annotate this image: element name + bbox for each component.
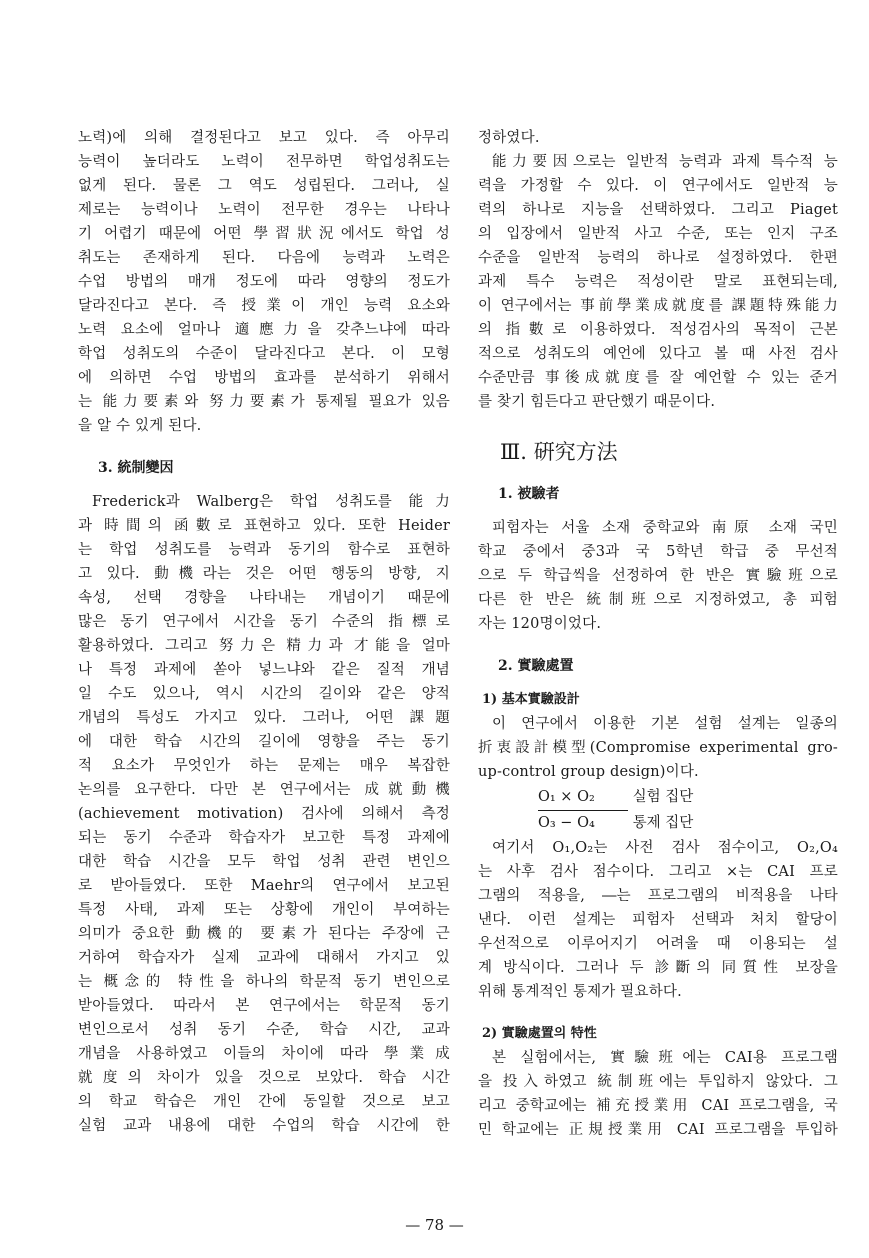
text-line: 우선적으로 이루어지기 어려울 때 이용되는 설 — [478, 936, 838, 952]
text-line: 많은 동기 연구에서 시간을 동기 수준의 指標로 — [78, 614, 450, 630]
text-line: 能力要因으로는 일반적 능력과 과제 특수적 능 — [492, 154, 838, 170]
text-line: 다른 한 반은 統制班으로 지정하였고, 총 피험 — [478, 592, 838, 608]
text-line: 개념의 특성도 가지고 있다. 그러나, 어떤 課題 — [78, 710, 450, 726]
subsection-heading-treatment: 2. 實驗處置 — [498, 658, 574, 674]
sub-subsection-heading-design: 1) 基本實驗設計 — [482, 692, 580, 707]
text-line: 과 時間의 函數로 표현하고 있다. 또한 Heider — [78, 518, 450, 534]
text-line: 노력 요소에 얼마나 適應力을 갖추느냐에 따라 — [78, 322, 450, 338]
right-paragraph-subjects — [478, 516, 838, 636]
text-line: 받아들였다. 따라서 본 연구에서는 학문적 동기 — [78, 998, 450, 1014]
text-line: 를 찾기 힘든다고 판단했기 때문이다. — [478, 394, 716, 410]
text-line: 낸다. 이런 설계는 피험자 선택과 처치 할당이 — [478, 912, 838, 928]
text-line: 기 어렵기 때문에 어떤 學習狀況에서도 학업 성 — [78, 226, 450, 242]
text-line: 특정 사태, 과제 또는 상황에 개인이 부여하는 — [78, 902, 450, 918]
text-line: 논의를 요구한다. 다만 본 연구에서는 成就動機 — [78, 782, 450, 798]
text-line: 정하였다. — [478, 130, 540, 146]
text-line: up-control group design)이다. — [478, 764, 699, 780]
text-line: 력을 가정할 수 있다. 이 연구에서도 일반적 능 — [478, 178, 838, 194]
text-line: 없게 된다. 물론 그 역도 성립된다. 그러나, 실 — [78, 178, 450, 194]
text-line: 변인으로서 성취 동기 수준, 학습 시간, 교과 — [78, 1022, 450, 1038]
text-line: 는 학업 성취도를 능력과 동기의 함수로 표현하 — [78, 542, 450, 558]
design-row-experimental — [478, 784, 838, 810]
text-line: 여기서 O₁,O₂는 사전 검사 점수이고, O₂,O₄ — [492, 840, 838, 856]
left-paragraph-2 — [78, 490, 450, 1138]
text-line: Frederick과 Walberg은 학업 성취도를 能力 — [92, 494, 450, 510]
design-formula-control: O₃ − O₄ — [538, 815, 595, 831]
right-paragraph-design-explanation — [478, 836, 838, 1004]
page-number: — 78 — — [405, 1216, 464, 1234]
design-row-control — [478, 810, 838, 836]
text-line: 의 指數로 이용하였다. 적성검사의 목적이 근본 — [478, 322, 838, 338]
sub-subsection-heading-treatment-characteristics: 2) 實驗處置의 特性 — [482, 1026, 597, 1041]
text-line: 折衷設計模型(Compromise experimental gro- — [478, 740, 838, 756]
design-label-experimental: 실험 집단 — [632, 789, 694, 805]
text-line: 고 있다. 動機라는 것은 어떤 행동의 방향, 지 — [78, 566, 450, 582]
text-line: 는 概念的 特性을 하나의 학문적 동기 변인으로 — [78, 974, 450, 990]
text-line: 수업 방법의 매개 정도에 따라 영향의 정도가 — [78, 274, 450, 290]
text-line: 을 投入하였고 統制班에는 투입하지 않았다. 그 — [478, 1074, 838, 1090]
text-line: 학업 성취도의 수준이 달라진다고 본다. 이 모형 — [78, 346, 450, 362]
text-line: 민 학교에는 正規授業用 CAI 프로그램을 투입하 — [478, 1122, 838, 1138]
design-label-control: 통제 집단 — [632, 815, 694, 831]
text-line: 능력이 높더라도 노력이 전무하면 학업성취도는 — [78, 154, 450, 170]
text-line: 제로는 능력이나 노력이 전무한 경우는 나타나 — [78, 202, 450, 218]
text-line: 는 能力要素와 努力要素가 통제될 필요가 있음 — [78, 394, 450, 410]
subsection-heading-subjects: 1. 被驗者 — [498, 486, 560, 502]
text-line: 의 입장에서 일반적 사고 수준, 또는 인지 구조 — [478, 226, 838, 242]
right-paragraph-design — [478, 712, 838, 784]
right-column — [478, 126, 838, 1142]
text-line: 그램의 적용을, ―는 프로그램의 비적용을 나타 — [478, 888, 838, 904]
text-line: 학교 중에서 중3과 국 5학년 학급 중 무선적 — [478, 544, 838, 560]
left-paragraph-1 — [78, 126, 450, 438]
text-line: 취도는 존재하게 된다. 다음에 능력과 노력은 — [78, 250, 450, 266]
text-line: 위해 통계적인 통제가 필요하다. — [478, 984, 682, 1000]
text-line: 자는 120명이었다. — [478, 616, 602, 632]
text-line: 거하여 학습자가 실제 교과에 대해서 가지고 있 — [78, 950, 450, 966]
text-line: 就度의 차이가 있을 것으로 보았다. 학습 시간 — [78, 1070, 450, 1086]
design-formula-experimental: O₁ × O₂ — [538, 784, 628, 811]
left-column — [78, 126, 450, 1138]
section-heading-control-variables: 3. 統制變因 — [98, 460, 174, 476]
text-line: 의미가 중요한 動機的 要素가 된다는 주장에 근 — [78, 926, 450, 942]
text-line: 대한 학습 시간을 모두 학업 성취 관련 변인으 — [78, 854, 450, 870]
text-line: 피험자는 서울 소재 중학교와 南原 소재 국민 — [492, 520, 838, 536]
text-line: 과제 특수 능력은 적성이란 말로 표현되는데, — [478, 274, 838, 290]
text-line: 리고 중학교에는 補充授業用 CAI 프로그램을, 국 — [478, 1098, 838, 1114]
right-paragraph-2 — [478, 150, 838, 414]
text-line: (achievement motivation) 검사에 의해서 측정 — [78, 806, 450, 822]
text-line: 적 요소가 무엇인가 하는 문제는 매우 복잡한 — [78, 758, 450, 774]
text-line: 활용하였다. 그리고 努力은 精力과 才能을 얼마 — [78, 638, 450, 654]
text-line: 일 수도 있으나, 역시 시간의 길이와 같은 양적 — [78, 686, 450, 702]
right-paragraph-treatment — [478, 1046, 838, 1142]
text-line: 본 실험에서는, 實驗班에는 CAI용 프로그램 — [492, 1050, 838, 1066]
text-line: 되는 동기 수준과 학습자가 보고한 특정 과제에 — [78, 830, 450, 846]
text-line: 이 연구에서는 事前學業成就度를 課題特殊能力 — [478, 298, 838, 314]
section-heading-research-method: Ⅲ. 硏究方法 — [500, 440, 618, 464]
text-line: 으로 두 학급씩을 선정하여 한 반은 實驗班으로 — [478, 568, 838, 584]
text-line: 달라진다고 본다. 즉 授業이 개인 능력 요소와 — [78, 298, 450, 314]
text-line: 력의 하나로 지능을 선택하였다. 그리고 Piaget — [478, 202, 838, 218]
text-line: 로 받아들였다. 또한 Maehr의 연구에서 보고된 — [78, 878, 450, 894]
text-line: 계 방식이다. 그러나 두 診斷의 同質性 보장을 — [478, 960, 838, 976]
text-line: 개념을 사용하였고 이들의 차이에 따라 學業成 — [78, 1046, 450, 1062]
text-line: 에 의하면 수업 방법의 효과를 분석하기 위해서 — [78, 370, 450, 386]
text-line: 적으로 성취도의 예언에 있다고 볼 때 사전 검사 — [478, 346, 838, 362]
text-line: 에 대한 학습 시간의 길이에 영향을 주는 동기 — [78, 734, 450, 750]
text-line: 나 특정 과제에 쏟아 넣느냐와 같은 질적 개념 — [78, 662, 450, 678]
text-line: 수준을 일반적 능력의 하나로 설정하였다. 한편 — [478, 250, 838, 266]
text-line: 수준만큼 事後成就度를 잘 예언할 수 있는 준거 — [478, 370, 838, 386]
text-line: 을 알 수 있게 된다. — [78, 418, 202, 434]
text-line: 는 사후 검사 점수이다. 그리고 ×는 CAI 프로 — [478, 864, 838, 880]
right-paragraph-1 — [478, 126, 838, 150]
text-line: 의 학교 학습은 개인 간에 동일할 것으로 보고 — [78, 1094, 450, 1110]
text-line: 속성, 선택 경향을 나타내는 개념이기 때문에 — [78, 590, 450, 606]
text-line: 실험 교과 내용에 대한 수업의 학습 시간에 한 — [78, 1118, 450, 1134]
text-line: 이 연구에서 이용한 기본 설험 설계는 일종의 — [492, 716, 838, 732]
text-line: 노력)에 의해 결정된다고 보고 있다. 즉 아무리 — [78, 130, 450, 146]
